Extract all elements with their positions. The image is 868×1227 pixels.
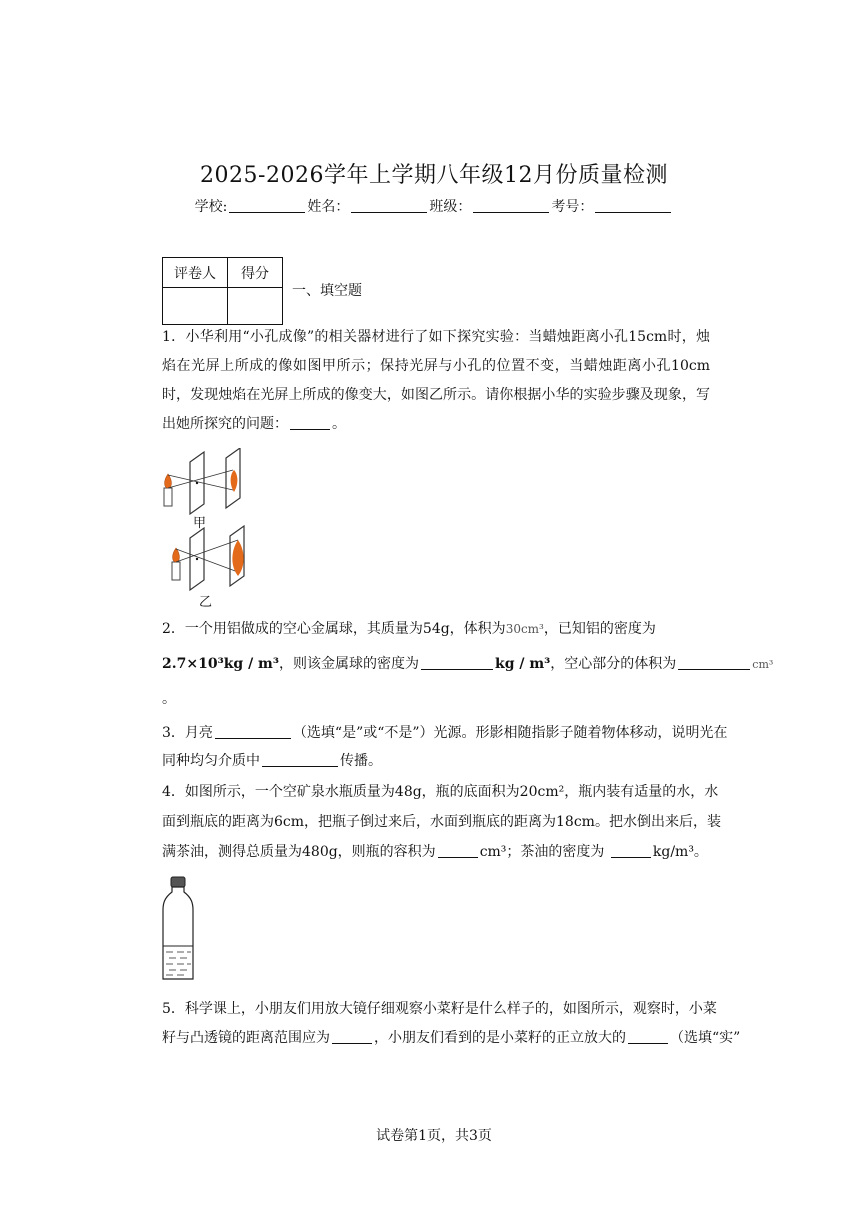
density-value: 2.7×10³kg / m³	[162, 656, 279, 672]
question-3-text: 传播。	[340, 753, 382, 769]
question-2-line-2	[162, 653, 773, 673]
question-2-blank-2[interactable]	[678, 655, 750, 670]
name-blank[interactable]	[351, 198, 427, 213]
section-title: 一、填空题	[292, 283, 362, 299]
grader-cell[interactable]	[163, 288, 228, 325]
question-3-blank-1[interactable]	[215, 724, 291, 739]
name-label: 姓名：	[307, 199, 350, 215]
school-blank[interactable]	[229, 198, 305, 213]
question-4-line-2: 面到瓶底的距离为6cm，把瓶子倒过来后，水面到瓶底的距离为18cm。把水倒出来后，装	[162, 814, 721, 830]
question-3-text: （选填“是”或“不是”）光源。形影相随指影子随着物体移动，说明光在	[292, 725, 728, 741]
question-5-line-1: 5．科学课上，小朋友们用放大镜仔细观察小菜籽是什么样子的，如图所示，观察时，小菜	[162, 1001, 717, 1017]
question-4-blank-2[interactable]	[611, 843, 651, 858]
page-footer: 试卷第1页，共3页	[376, 1128, 492, 1144]
question-2-text: ，则该金属球的密度为	[279, 656, 419, 672]
question-5-text: ，小朋友们看到的是小菜籽的正立放大的	[374, 1030, 626, 1046]
pinhole	[196, 558, 198, 560]
question-2-text: 2．一个用铝做成的空心金属球，其质量为54g，体积为	[162, 621, 506, 637]
score-table	[162, 257, 283, 325]
question-2-unit-1: kg / m³	[495, 656, 551, 672]
question-4-line-1: 4．如图所示，一个空矿泉水瓶质量为48g，瓶的底面积为20cm²，瓶内装有适量的水，水	[162, 784, 719, 800]
score-header: 得分	[228, 258, 283, 288]
question-4-text: cm³；茶油的密度为	[479, 844, 605, 860]
question-3-line-2	[162, 750, 382, 770]
question-3-line-1	[162, 722, 728, 742]
bottle-body	[163, 887, 193, 979]
question-2-text: ，已知铝的密度为	[543, 621, 656, 637]
bottle-figure	[160, 876, 196, 982]
class-blank[interactable]	[473, 198, 549, 213]
page-title: 2025-2026学年上学期八年级12月份质量检测	[200, 163, 668, 188]
score-cell[interactable]	[228, 288, 283, 325]
question-1	[162, 323, 710, 439]
question-4-line-3	[162, 841, 708, 861]
candle-body	[172, 562, 180, 580]
question-5-blank-1[interactable]	[332, 1029, 372, 1044]
question-4-text: 满茶油，测得总质量为480g，则瓶的容积为	[162, 844, 436, 860]
figure-a-label: 甲	[193, 516, 207, 531]
candle-body	[164, 488, 172, 506]
volume-value: 30cm³	[505, 622, 544, 636]
candle-flame	[165, 474, 172, 488]
exam-no-blank[interactable]	[595, 198, 671, 213]
question-2-unit-2: cm³	[752, 658, 774, 671]
question-2-text: ，空心部分的体积为	[550, 656, 677, 672]
question-2-blank-1[interactable]	[421, 655, 493, 670]
student-info-line	[0, 196, 868, 216]
exam-no-label: 考号：	[551, 199, 594, 215]
question-4-text: kg/m³。	[652, 844, 708, 860]
question-1-text: 1．小华利用“小孔成像”的相关器材进行了如下探究实验：当蜡烛距离小孔15cm时，烛焰在光屏上所成的像如图甲所示；保持光屏与小孔的位置不变，当蜡烛距离小孔10cm时，发现烛焰在光屏上所成的像变大，如图乙所示。请你根据小华的实验步骤及现象，写出她所探究的问题：	[162, 329, 710, 432]
pinhole-figure-b	[158, 524, 254, 594]
question-5-blank-2[interactable]	[628, 1029, 668, 1044]
question-2-end: 。	[162, 691, 176, 707]
question-4-blank-1[interactable]	[438, 843, 478, 858]
question-3-text: 3．月亮	[162, 725, 213, 741]
figure-b-label: 乙	[199, 595, 213, 610]
question-5-line-2	[162, 1027, 740, 1047]
question-3-blank-2[interactable]	[262, 752, 338, 767]
question-2-line-1	[162, 618, 656, 638]
bottle-cap	[171, 877, 185, 887]
question-5-text: 籽与凸透镜的距离范围应为	[162, 1030, 330, 1046]
question-1-blank[interactable]	[290, 415, 330, 430]
grader-header: 评卷人	[163, 258, 228, 288]
question-3-text: 同种均匀介质中	[162, 753, 260, 769]
question-5-text: （选填“实”	[670, 1030, 741, 1046]
class-label: 班级：	[429, 199, 472, 215]
question-1-end: 。	[332, 416, 346, 432]
school-label: 学校:	[194, 199, 228, 215]
